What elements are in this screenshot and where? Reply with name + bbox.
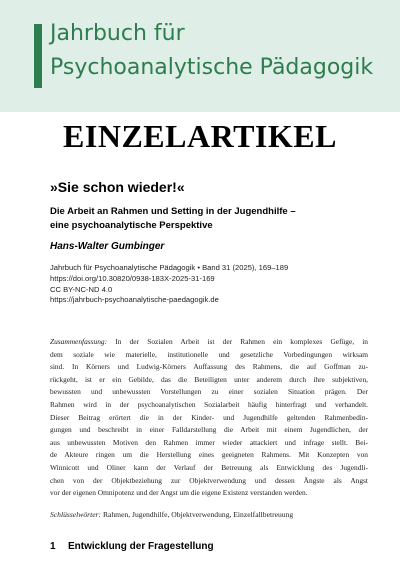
abstract-line: Zusammenfassung: In der Sozialen Arbeit ist der Rahmen ein komplexes Gefüge, in xyxy=(50,337,368,346)
doi-link[interactable]: https://doi.org/10.30820/0938-183X-2025-31-169 xyxy=(50,273,215,283)
section-number: 1 xyxy=(50,541,56,552)
publication-meta xyxy=(50,263,370,306)
abstract-line: aus unbewussten Motiven den Rahmen immer wieder attackiert und infrage stellt. Bei- xyxy=(50,437,368,447)
section-heading xyxy=(50,540,368,554)
abstract-line: rückgeht, ist er ein Gebilde, das die Beteiligten unter anderem durch ihre subjektiven, xyxy=(50,374,368,384)
subtitle-line: eine psychoanalytische Perspektive xyxy=(50,220,213,231)
journal-banner xyxy=(0,0,400,112)
keywords-label: Schlüsselwörter: xyxy=(50,510,102,519)
article-subtitle xyxy=(50,205,350,233)
journal-title-line2: Psychoanalytische Pädagogik xyxy=(50,55,374,80)
abstract-line: gungen und beschreibt in einer Falldarstellung die Arbeit mit einem Jugendlichen, der xyxy=(50,425,368,435)
accent-bar xyxy=(34,24,42,88)
abstract-line: vor der eigenen Omnipotenz und der Angst um die eigene Existenz verstanden werden. xyxy=(50,488,308,498)
abstract-line: dem soziale wie materielle, institutionelle und gesetzliche Vorbedingungen wirksam xyxy=(50,349,368,359)
abstract-line: Winnicott und Oliner kann der Verlauf der Betreuung als Entwicklung des Jugendli- xyxy=(50,462,368,472)
keywords-text: Rahmen, Jugendhilfe, Objektverwendung, Einzelfallbetreuung xyxy=(102,510,294,519)
subtitle-line: Die Arbeit an Rahmen und Setting in der Jugendhilfe – xyxy=(50,206,296,217)
section-title: Entwicklung der Fragestellung xyxy=(68,541,214,552)
license: CC BY-NC-ND 4.0 xyxy=(50,284,113,294)
page-heading: EINZELARTIKEL xyxy=(63,118,337,154)
abstract-label: Zusammenfassung: xyxy=(50,337,108,346)
abstract-line: de Akteure ringen um die Herstellung eines geeigneten Rahmens. Mit Konzepten von xyxy=(50,450,368,460)
citation: Jahrbuch für Psychoanalytische Pädagogik • Band 31 (2025), 169–189 xyxy=(50,263,289,272)
article-title: »Sie schon wieder!« xyxy=(50,179,185,195)
keywords xyxy=(50,509,368,521)
abstract-line: chen von der Objektbeziehung zur Objektverwendung und dessen Ängste als Angst xyxy=(50,475,368,485)
abstract-line: sind. In Körners und Ludwig-Körners Auffassung des Rahmens, die auf Goffman zu- xyxy=(50,362,368,372)
author-name: Hans-Walter Gumbinger xyxy=(50,241,165,252)
abstract xyxy=(50,336,368,500)
abstract-line: Dieser Beitrag erörtert die in der Kinder- und Jugendhilfe geltenden Rahmenbedin- xyxy=(50,412,368,422)
journal-title-line1: Jahrbuch für xyxy=(50,21,185,46)
abstract-line: Rahmen wird in der psychoanalytischen Sozialarbeit häufig hinterfragt und verhandelt. xyxy=(50,399,368,409)
journal-url[interactable]: https://jahrbuch-psychoanalytische-paedagogik.de xyxy=(50,295,219,305)
abstract-line: bewussten und unbewussten Vorstellungen zu einer sozialen Situation prägen. Der xyxy=(50,387,368,397)
